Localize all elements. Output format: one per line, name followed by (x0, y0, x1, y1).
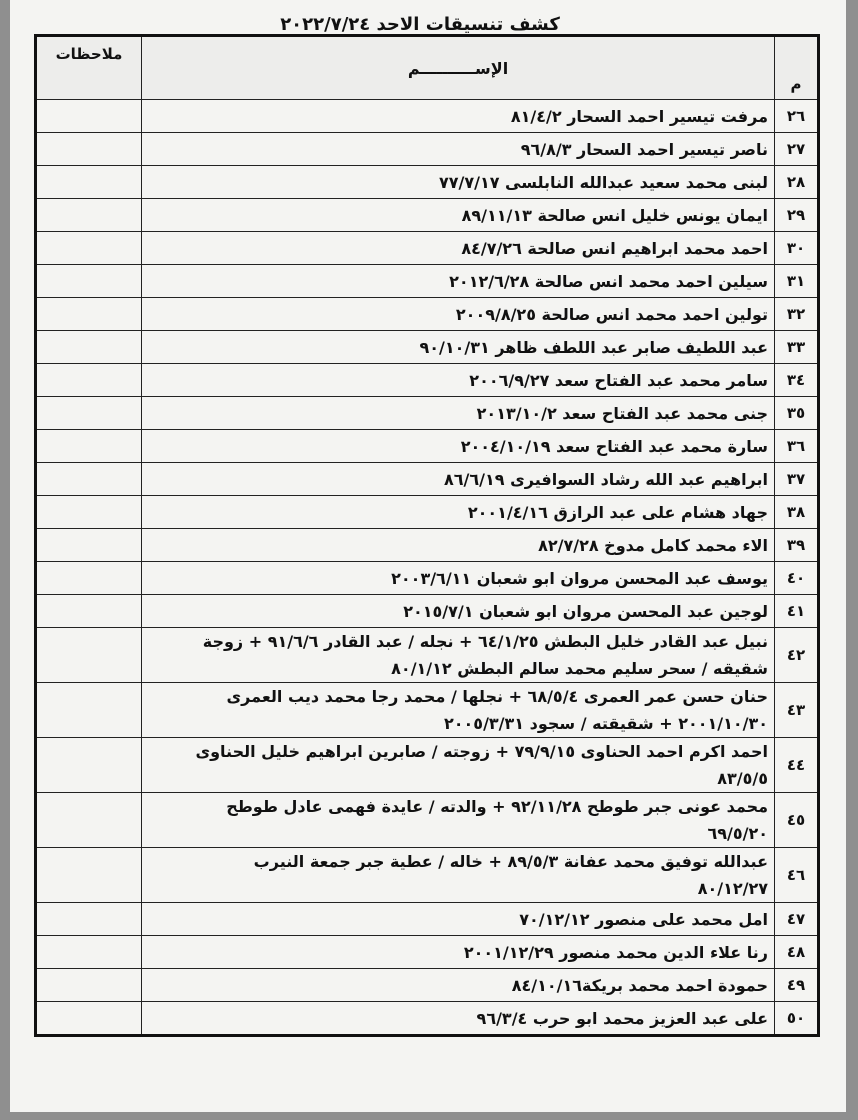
table-row (36, 595, 819, 628)
notes-cell (36, 199, 142, 232)
notes-cell (36, 265, 142, 298)
name-cell (142, 430, 775, 463)
notes-cell (36, 1002, 142, 1036)
table-row (36, 683, 819, 738)
name-cell (142, 364, 775, 397)
notes-cell (36, 496, 142, 529)
number-column-header: م (775, 36, 819, 100)
row-number: ٤٢ (775, 628, 819, 683)
row-number: ٥٠ (775, 1002, 819, 1036)
name-line: سيلين احمد محمد انس صالحة ٢٠١٢/٦/٢٨ (449, 271, 768, 291)
row-number: ٤٠ (775, 562, 819, 595)
name-cell (142, 100, 775, 133)
notes-cell (36, 738, 142, 793)
notes-cell (36, 232, 142, 265)
name-line: جهاد هشام على عبد الرازق ٢٠٠١/٤/١٦ (467, 502, 768, 522)
table-row (36, 1002, 819, 1036)
table-row (36, 166, 819, 199)
name-line: ٢٠٠١/١٠/٣٠ + شقيقته / سجود ٢٠٠٥/٣/٣١ (444, 714, 768, 733)
table-row (36, 364, 819, 397)
table-row (36, 331, 819, 364)
row-number: ٤١ (775, 595, 819, 628)
name-line: يوسف عبد المحسن مروان ابو شعبان ٢٠٠٣/٦/١١ (391, 568, 768, 588)
notes-cell (36, 848, 142, 903)
row-number: ٣٣ (775, 331, 819, 364)
notes-cell (36, 936, 142, 969)
name-cell (142, 529, 775, 562)
name-line: لوجين عبد المحسن مروان ابو شعبان ٢٠١٥/٧/١ (403, 601, 768, 621)
table-row (36, 936, 819, 969)
row-number: ٣٥ (775, 397, 819, 430)
notes-cell (36, 166, 142, 199)
table-body (36, 100, 819, 1036)
row-number: ٢٦ (775, 100, 819, 133)
row-number: ٤٣ (775, 683, 819, 738)
row-number: ٣١ (775, 265, 819, 298)
row-number: ٤٦ (775, 848, 819, 903)
row-number: ٣٤ (775, 364, 819, 397)
name-column-header: الإســــــــــم (142, 36, 775, 100)
name-line: احمد محمد ابراهيم انس صالحة ٨٤/٧/٢٦ (461, 238, 768, 258)
notes-column-header: ملاحظات (36, 36, 142, 100)
name-line: محمد عونى جبر طوطح ٩٢/١١/٢٨ + والدته / عايدة فهمى عادل طوطح (226, 797, 768, 816)
names-table (34, 34, 820, 1037)
name-line: امل محمد على منصور ٧٠/١٢/١٢ (519, 909, 768, 929)
name-line: ٨٣/٥/٥ (717, 769, 768, 788)
notes-cell (36, 100, 142, 133)
name-cell (142, 463, 775, 496)
name-line: ابراهيم عبد الله رشاد السوافيرى ٨٦/٦/١٩ (444, 469, 768, 489)
table-row (36, 562, 819, 595)
name-line: تولين احمد محمد انس صالحة ٢٠٠٩/٨/٢٥ (455, 304, 768, 324)
name-cell (142, 738, 775, 793)
notes-cell (36, 529, 142, 562)
name-cell (142, 133, 775, 166)
row-number: ٣٩ (775, 529, 819, 562)
name-cell (142, 793, 775, 848)
notes-cell (36, 683, 142, 738)
name-cell (142, 848, 775, 903)
notes-cell (36, 463, 142, 496)
name-line: نبيل عبد القادر خليل البطش ٦٤/١/٢٥ + نجله / عبد القادر ٩١/٦/٦ + زوجة (202, 632, 768, 651)
name-line: ايمان يونس خليل انس صالحة ٨٩/١١/١٣ (461, 205, 768, 225)
table-row (36, 298, 819, 331)
name-line: حنان حسن عمر العمرى ٦٨/٥/٤ + نجلها / محمد رجا محمد ديب العمرى (226, 687, 768, 706)
row-number: ٤٩ (775, 969, 819, 1002)
name-cell (142, 562, 775, 595)
table-row (36, 232, 819, 265)
row-number: ٣٠ (775, 232, 819, 265)
name-line: ناصر تيسير احمد السحار ٩٦/٨/٣ (520, 139, 768, 159)
table-row (36, 463, 819, 496)
table-row (36, 628, 819, 683)
table-row (36, 199, 819, 232)
row-number: ٣٨ (775, 496, 819, 529)
table-row (36, 848, 819, 903)
name-line: رنا علاء الدين محمد منصور ٢٠٠١/١٢/٢٩ (463, 942, 768, 962)
table-row (36, 133, 819, 166)
name-cell (142, 683, 775, 738)
name-line: سامر محمد عبد الفتاح سعد ٢٠٠٦/٩/٢٧ (469, 370, 768, 390)
name-cell (142, 1002, 775, 1036)
row-number: ٤٤ (775, 738, 819, 793)
name-cell (142, 199, 775, 232)
name-line: احمد اكرم احمد الحناوى ٧٩/٩/١٥ + زوجته / صابرين ابراهيم خليل الحناوى (195, 742, 768, 761)
notes-cell (36, 793, 142, 848)
table-row (36, 903, 819, 936)
name-cell (142, 232, 775, 265)
table-row (36, 397, 819, 430)
name-cell (142, 298, 775, 331)
table-row (36, 738, 819, 793)
name-line: الاء محمد كامل مدوخ ٨٢/٧/٢٨ (538, 535, 768, 555)
row-number: ٢٩ (775, 199, 819, 232)
name-cell (142, 969, 775, 1002)
name-cell (142, 397, 775, 430)
name-cell (142, 936, 775, 969)
notes-cell (36, 969, 142, 1002)
row-number: ٤٧ (775, 903, 819, 936)
row-number: ٤٥ (775, 793, 819, 848)
table-row (36, 265, 819, 298)
name-cell (142, 331, 775, 364)
table-row (36, 100, 819, 133)
name-line: ٨٠/١٢/٢٧ (697, 879, 768, 898)
table-row (36, 529, 819, 562)
row-number: ٣٦ (775, 430, 819, 463)
notes-cell (36, 628, 142, 683)
row-number: ٣٢ (775, 298, 819, 331)
name-cell (142, 595, 775, 628)
name-line: حمودة احمد محمد بريكة٨٤/١٠/١٦ (511, 975, 768, 995)
name-cell (142, 903, 775, 936)
row-number: ٣٧ (775, 463, 819, 496)
notes-cell (36, 331, 142, 364)
name-line: سارة محمد عبد الفتاح سعد ٢٠٠٤/١٠/١٩ (460, 436, 768, 456)
notes-cell (36, 430, 142, 463)
name-cell (142, 628, 775, 683)
notes-cell (36, 298, 142, 331)
name-line: جنى محمد عبد الفتاح سعد ٢٠١٣/١٠/٢ (476, 403, 768, 423)
table-row (36, 969, 819, 1002)
table-row (36, 793, 819, 848)
notes-cell (36, 364, 142, 397)
name-cell (142, 166, 775, 199)
name-line: عبدالله توفيق محمد عفانة ٨٩/٥/٣ + خاله / عطية جبر جمعة النيرب (253, 852, 768, 871)
name-cell (142, 265, 775, 298)
table-header-row (36, 36, 819, 100)
row-number: ٢٨ (775, 166, 819, 199)
name-line: شقيقه / سحر سليم محمد سالم البطش ٨٠/١/١٢ (391, 659, 768, 678)
name-line: عبد اللطيف صابر عبد اللطف ظاهر ٩٠/١٠/٣١ (419, 337, 768, 357)
notes-cell (36, 133, 142, 166)
row-number: ٤٨ (775, 936, 819, 969)
notes-cell (36, 397, 142, 430)
notes-cell (36, 903, 142, 936)
name-cell (142, 496, 775, 529)
row-number: ٢٧ (775, 133, 819, 166)
notes-cell (36, 562, 142, 595)
name-line: مرفت تيسير احمد السحار ٨١/٤/٢ (510, 106, 768, 126)
table-row (36, 496, 819, 529)
name-line: ٦٩/٥/٢٠ (707, 824, 768, 843)
document-title: كشف تنسيقات الاحد ٢٠٢٢/٧/٢٤ (280, 14, 560, 35)
name-line: لبنى محمد سعيد عبدالله النابلسى ٧٧/٧/١٧ (438, 172, 768, 192)
notes-cell (36, 595, 142, 628)
name-line: على عبد العزيز محمد ابو حرب ٩٦/٣/٤ (476, 1008, 768, 1028)
table-row (36, 430, 819, 463)
